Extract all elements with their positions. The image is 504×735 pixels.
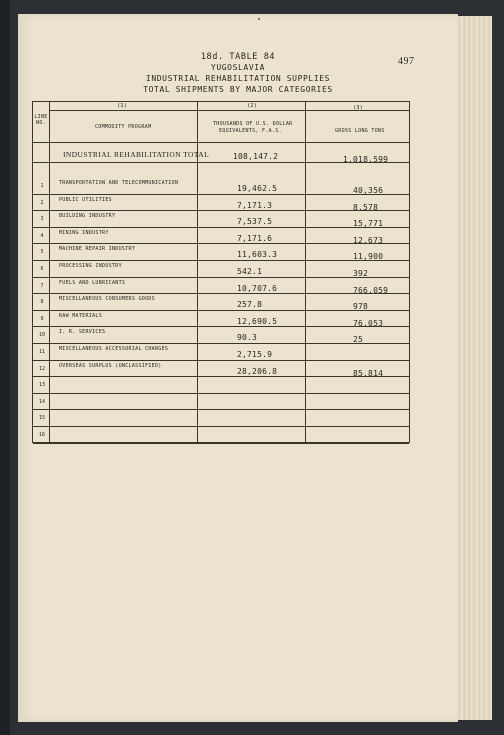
line-number: 3: [40, 216, 44, 223]
line-number: 7: [40, 282, 44, 289]
dollars-header-line1: THOUSANDS OF U.S. DOLLAR: [213, 121, 293, 127]
table-row: [33, 195, 409, 212]
table-subtitle: TOTAL SHIPMENTS BY MAJOR CATEGORIES: [143, 85, 333, 94]
page-edges: [458, 16, 492, 720]
commodity-program: TRANSPORTATION AND TELECOMMUNICATION: [59, 180, 179, 186]
dollars-value: 11,603.3: [237, 250, 278, 260]
tons-value: 8,578: [353, 202, 379, 212]
line-number: 9: [40, 315, 44, 322]
row-rule: [33, 443, 409, 444]
program-header: COMMODITY PROGRAM: [95, 124, 152, 130]
table-row: [33, 394, 409, 411]
tons-value: 978: [353, 302, 369, 312]
line-number: 13: [38, 382, 46, 389]
page-number: 497: [398, 56, 415, 67]
dollars-value: 542.1: [237, 267, 263, 276]
tons-value: 11,900: [353, 252, 384, 262]
commodity-program: MACHINE REPAIR INDUSTRY: [59, 246, 136, 253]
tons-value: 40,356: [353, 186, 384, 195]
line-number: 2: [40, 199, 44, 206]
table-row: [33, 278, 409, 295]
commodity-program: OVERSEAS SURPLUS (UNCLASSIFIED): [59, 362, 162, 369]
ink-speck: [258, 18, 260, 20]
line-no-header: LINE NO.: [34, 114, 48, 126]
line-number: 5: [40, 249, 44, 256]
table-row: [33, 311, 409, 328]
tons-header: GROSS LONG TONS: [335, 128, 385, 134]
commodity-program: RAW MATERIALS: [59, 312, 103, 319]
line-number: 15: [38, 415, 46, 422]
book-binding: [0, 0, 10, 735]
table-row: [33, 427, 409, 444]
dollars-value: 257.8: [237, 300, 263, 310]
dollars-value: 10,707.6: [237, 283, 278, 293]
total-dollars: 108,147.2: [233, 152, 279, 161]
tons-value: 12,673: [353, 235, 384, 245]
line-number: 10: [38, 332, 46, 339]
table-row: [33, 294, 409, 311]
header-bottom-rule: [33, 142, 409, 143]
shipments-table: [32, 101, 410, 443]
commodity-program: MISCELLANEOUS CONSUMERS GOODS: [59, 296, 155, 303]
commodity-program: PROCESSING INDUSTRY: [59, 263, 122, 269]
table-row: [33, 261, 409, 278]
line-number: 8: [40, 299, 44, 306]
dollars-value: 7,537.5: [237, 217, 273, 227]
commodity-program: FUELS AND LUBRICANTS: [59, 279, 126, 286]
tons-value: 15,771: [353, 219, 384, 229]
table-row: [33, 410, 409, 427]
table-title: INDUSTRIAL REHABILITATION SUPPLIES: [145, 74, 331, 83]
commodity-program: MISCELLANEOUS ACCESSORIAL CHARGES: [59, 346, 169, 352]
table-row: [33, 327, 409, 344]
line-number: 1: [40, 183, 44, 189]
line-number: 4: [40, 232, 44, 239]
total-tons: 1,018,599: [343, 155, 389, 164]
dollars-value: 7,171.3: [237, 200, 273, 210]
tons-value: 76,053: [353, 318, 384, 328]
table-row: [33, 244, 409, 261]
dollars-header-line2: EQUIVALENTS, F.A.S.: [219, 128, 282, 134]
line-number: 16: [38, 432, 46, 438]
dollars-value: 28,206.8: [237, 366, 278, 376]
table-row: [33, 377, 409, 394]
table-row: [33, 228, 409, 245]
dollars-value: 7,171.6: [237, 233, 273, 243]
line-number: 12: [38, 365, 46, 372]
dollars-value: 90.3: [237, 333, 258, 343]
table-row: [33, 178, 409, 195]
col-number-3: (3): [353, 105, 363, 111]
commodity-program: I. R. SERVICES: [59, 329, 106, 336]
col-number-2: (2): [247, 103, 257, 109]
commodity-program: BUILDING INDUSTRY: [59, 213, 116, 220]
dollars-value: 12,690.5: [237, 316, 278, 326]
dollars-value: 19,462.5: [237, 184, 278, 193]
table-row: [33, 344, 409, 361]
table-id: 18d. TABLE 84: [200, 52, 276, 62]
line-number: 11: [38, 349, 46, 355]
tons-value: 392: [353, 269, 369, 278]
table-row: [33, 361, 409, 378]
line-number: 6: [40, 266, 44, 272]
line-number: 14: [38, 398, 46, 405]
dollars-value: 2,715.9: [237, 350, 273, 359]
tons-value: 766,059: [353, 285, 389, 295]
commodity-program: PUBLIC UTILITIES: [59, 196, 112, 203]
commodity-program: MINING INDUSTRY: [59, 229, 109, 236]
col-number-1: (1): [117, 103, 127, 109]
total-label: INDUSTRIAL REHABILITATION TOTAL: [63, 150, 210, 159]
country-heading: YUGOSLAVIA: [210, 63, 266, 72]
tons-value: 25: [353, 335, 364, 345]
table-row: [33, 211, 409, 228]
tons-value: 85,814: [353, 368, 384, 378]
